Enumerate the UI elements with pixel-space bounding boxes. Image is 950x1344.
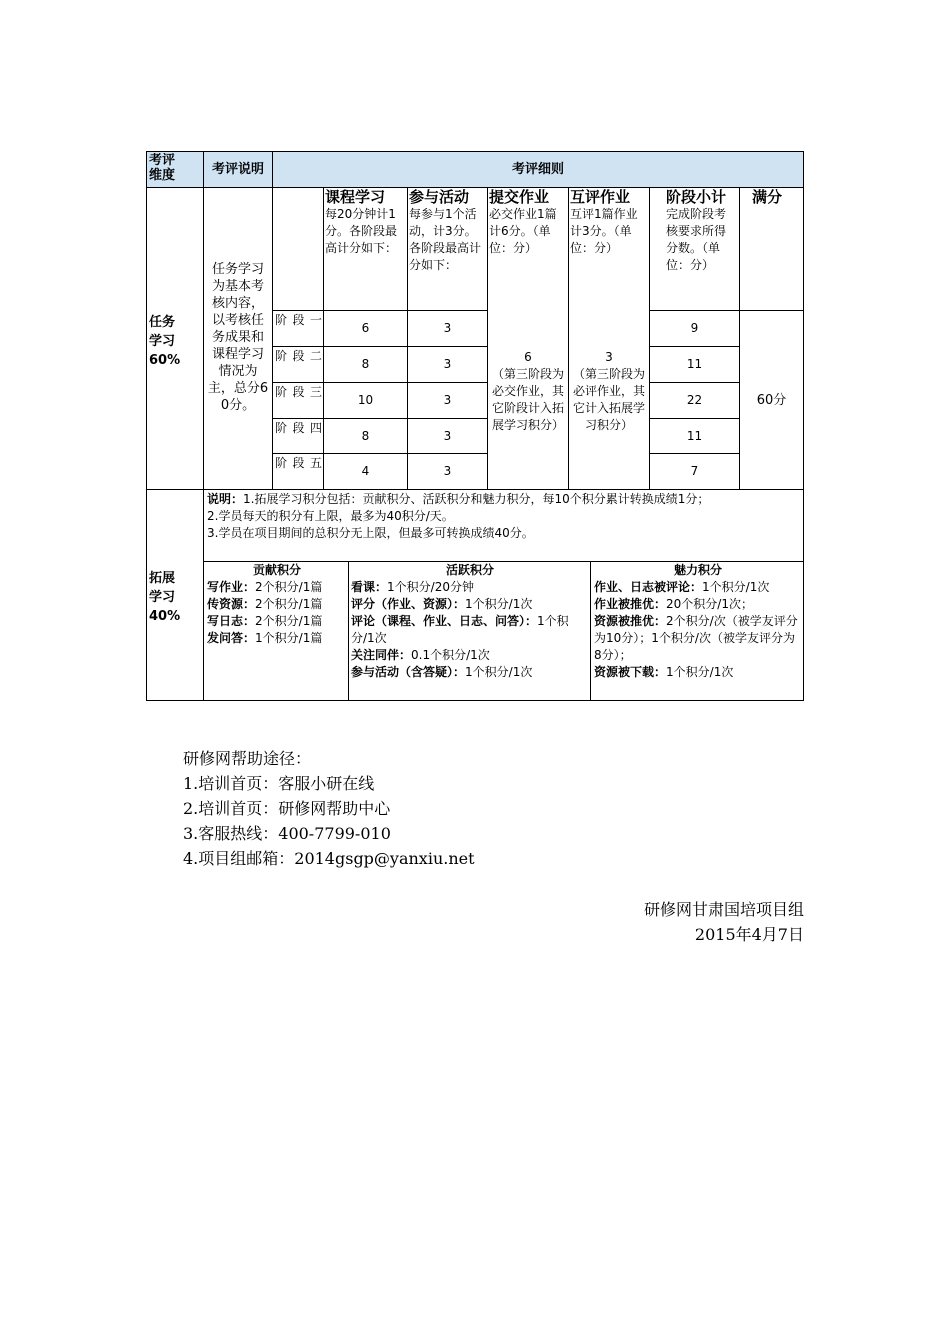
stage-5-activity: 3 [443,464,452,478]
task-explanation: 任务学习为基本考核内容，以考核任务成果和课程学习情况为主，总分60分。 [207,262,269,413]
help-line-2: 2.培训首页：研修网帮助中心 [183,799,391,818]
header-dimension: 考评 维度 [149,153,176,183]
stage-1-subtotal: 9 [690,321,699,335]
assessment-table [146,151,804,701]
col-review-desc: 互评1篇作业计3分。（单位：分） [570,207,638,255]
contribution-points [207,562,347,700]
stage-5-label: 阶 段 五 [275,456,322,470]
col-homework-desc: 必交作业1篇计6分。（单位：分） [489,207,557,255]
col-course [325,189,406,309]
list-item: 发问答：1个积分/1篇 [207,631,323,645]
col-activity-desc: 每参与1个活动，计3分。各阶段最高计分如下： [409,207,482,272]
col-review-title: 互评作业 [570,189,631,206]
stage-4-activity: 3 [443,428,452,443]
col-subtotal-desc: 完成阶段考核要求所得分数。（单位：分） [666,207,727,272]
stage-3-course: 10 [357,393,374,407]
help-section [183,746,743,871]
list-item: 看课：1个积分/20分钟 [351,580,474,594]
stage-4-subtotal: 11 [686,428,703,443]
org-name: 研修网甘肃国培项目组 [643,900,804,919]
list-item: 作业、日志被评论：1个积分/1次 [594,580,770,594]
list-item: 参与活动（含答疑）：1个积分/1次 [351,665,533,679]
review-merged: 3 （第三阶段为必评作业，其它计入拓展学习积分） [572,350,645,432]
header-detail: 考评细则 [511,162,564,177]
stage-2-course: 8 [361,357,370,371]
list-item: 评论（课程、作业、日志、问答）：1个积分/1次 [351,614,569,645]
charm-points [594,562,802,700]
note-2: 2.学员每天的积分有上限，最多为40积分/天。 [207,509,454,523]
col-homework [489,189,567,309]
stage-1-course: 6 [361,321,370,335]
stage-3-activity: 3 [443,393,452,407]
full-score: 60分 [756,392,787,408]
task-label: 任务 学习 60% [149,315,181,368]
list-item: 关注同伴：0.1个积分/1次 [351,648,490,662]
list-item: 资源被推优：2个积分/次（被学友评分为10分）；1个积分/次（被学友评分为8分）； [594,614,798,662]
col-full-title: 满分 [752,189,783,206]
extension-label: 拓展 学习 40% [149,571,181,624]
list-item: 作业被推优：20个积分/1次； [594,597,753,611]
col-subtotal [666,189,728,309]
col-course-desc: 每20分钟计1分。各阶段最高计分如下： [325,207,398,255]
active-title: 活跃积分 [445,563,494,577]
col-course-title: 课程学习 [325,189,386,206]
stage-2-activity: 3 [443,357,452,371]
note-3: 3.学员在项目期间的总积分无上限，但最多可转换成绩40分。 [207,526,534,540]
contribution-title: 贡献积分 [252,563,301,577]
note-1: 1.拓展学习积分包括：贡献积分、活跃积分和魅力积分，每10个积分累计转换成绩1分； [243,492,710,506]
homework-merged: 6 （第三阶段为必交作业，其它阶段计入拓展学习积分） [491,350,564,432]
list-item: 写日志：2个积分/1篇 [207,614,323,628]
help-line-1: 1.培训首页：客服小研在线 [183,774,375,793]
stage-1-label: 阶 段 一 [275,313,322,327]
issue-date: 2015年4月7日 [694,925,804,944]
col-review [570,189,648,309]
list-item: 资源被下载：1个积分/1次 [594,665,734,679]
stage-1-activity: 3 [443,321,452,335]
help-title: 研修网帮助途径： [183,749,312,768]
active-points [351,562,589,700]
col-subtotal-title: 阶段小计 [666,189,727,206]
stage-5-course: 4 [361,464,370,478]
list-item: 评分（作业、资源）：1个积分/1次 [351,597,533,611]
stage-5-subtotal: 7 [690,464,699,478]
col-activity [409,189,486,309]
help-line-4: 4.项目组邮箱：2014gsgp@yanxiu.net [183,849,475,868]
list-item: 传资源：2个积分/1篇 [207,597,323,611]
col-homework-title: 提交作业 [489,189,550,206]
stage-3-subtotal: 22 [686,393,703,407]
stage-3-label: 阶 段 三 [275,385,322,399]
col-activity-title: 参与活动 [409,189,470,206]
stage-4-course: 8 [361,428,370,443]
stage-4-label: 阶 段 四 [275,421,322,435]
note-lead: 说明： [207,492,244,506]
help-line-3: 3.客服热线：400-7799-010 [183,824,391,843]
stage-2-label: 阶 段 二 [275,349,322,363]
list-item: 写作业：2个积分/1篇 [207,580,323,594]
header-explanation: 考评说明 [211,162,264,177]
extension-notes [207,491,801,561]
stage-2-subtotal: 11 [686,357,703,371]
charm-title: 魅力积分 [673,563,722,577]
signature [500,897,804,947]
